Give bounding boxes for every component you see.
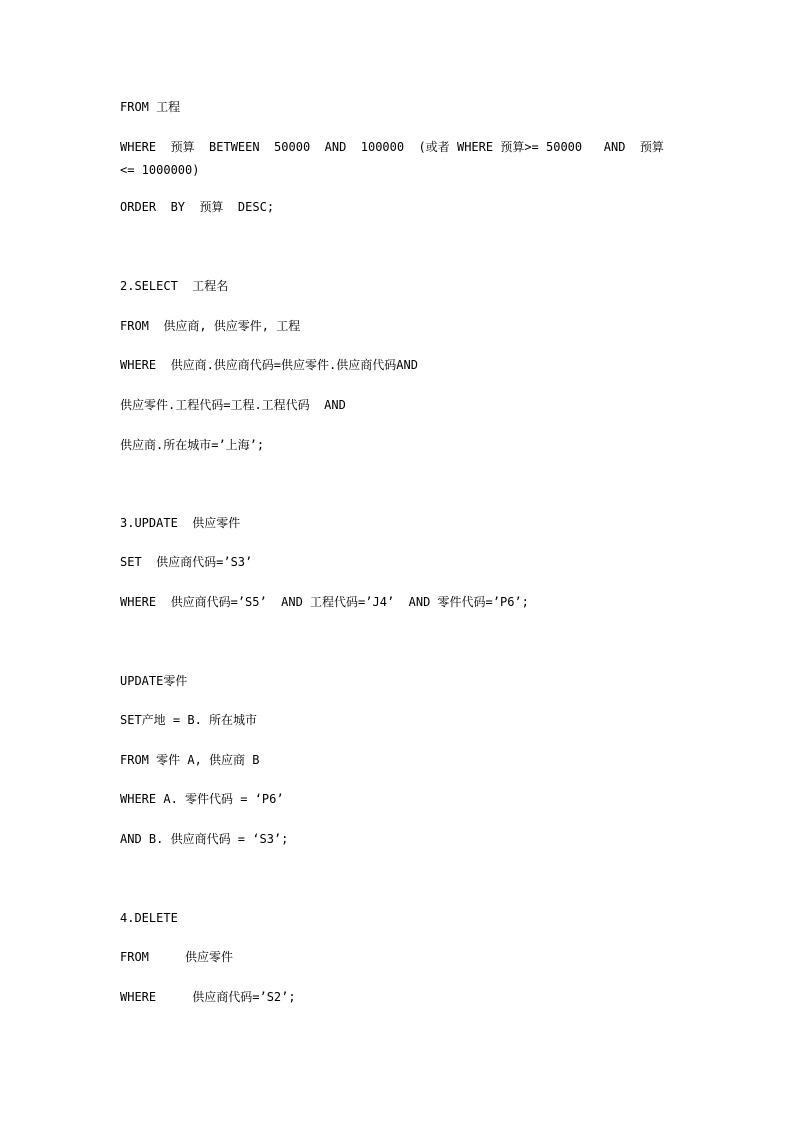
sql-line-and-supplier: AND B. 供应商代码 = ‘S3’; (120, 832, 289, 846)
sql-line-update: 3.UPDATE 供应零件 (120, 516, 241, 530)
sql-line-from-project: FROM 工程 (120, 100, 181, 114)
sql-line-set: SET 供应商代码=’S3’ (120, 555, 253, 569)
sql-line-where-update: WHERE 供应商代码=’S5’ AND 工程代码=’J4’ AND 零件代码=’P6’; (120, 595, 529, 609)
sql-line-where-part: WHERE A. 零件代码 = ‘P6’ (120, 792, 284, 806)
sql-line-from-tables: FROM 供应商, 供应零件, 工程 (120, 319, 301, 333)
sql-line-where-join1: WHERE 供应商.供应商代码=供应零件.供应商代码AND (120, 358, 418, 372)
sql-line-update-part: UPDATE零件 (120, 674, 188, 688)
sql-line-join2: 供应零件.工程代码=工程.工程代码 AND (120, 398, 346, 412)
sql-line-where-delete: WHERE 供应商代码=’S2’; (120, 990, 296, 1004)
sql-line-from-delete: FROM 供应零件 (120, 950, 234, 964)
sql-line-select: 2.SELECT 工程名 (120, 279, 229, 293)
sql-line-from-alias: FROM 零件 A, 供应商 B (120, 753, 260, 767)
sql-line-delete: 4.DELETE (120, 911, 178, 925)
sql-line-order-by: ORDER BY 预算 DESC; (120, 200, 275, 214)
sql-line-where-budget-cont: <= 1000000) (120, 163, 200, 177)
sql-line-where-budget: WHERE 预算 BETWEEN 50000 AND 100000 (或者 WHERE 预算>= 50000 AND 预算 (120, 140, 664, 154)
document-page (120, 0, 680, 1123)
sql-line-city: 供应商.所在城市=’上海’; (120, 438, 265, 452)
sql-line-set-origin: SET产地 = B. 所在城市 (120, 713, 258, 727)
